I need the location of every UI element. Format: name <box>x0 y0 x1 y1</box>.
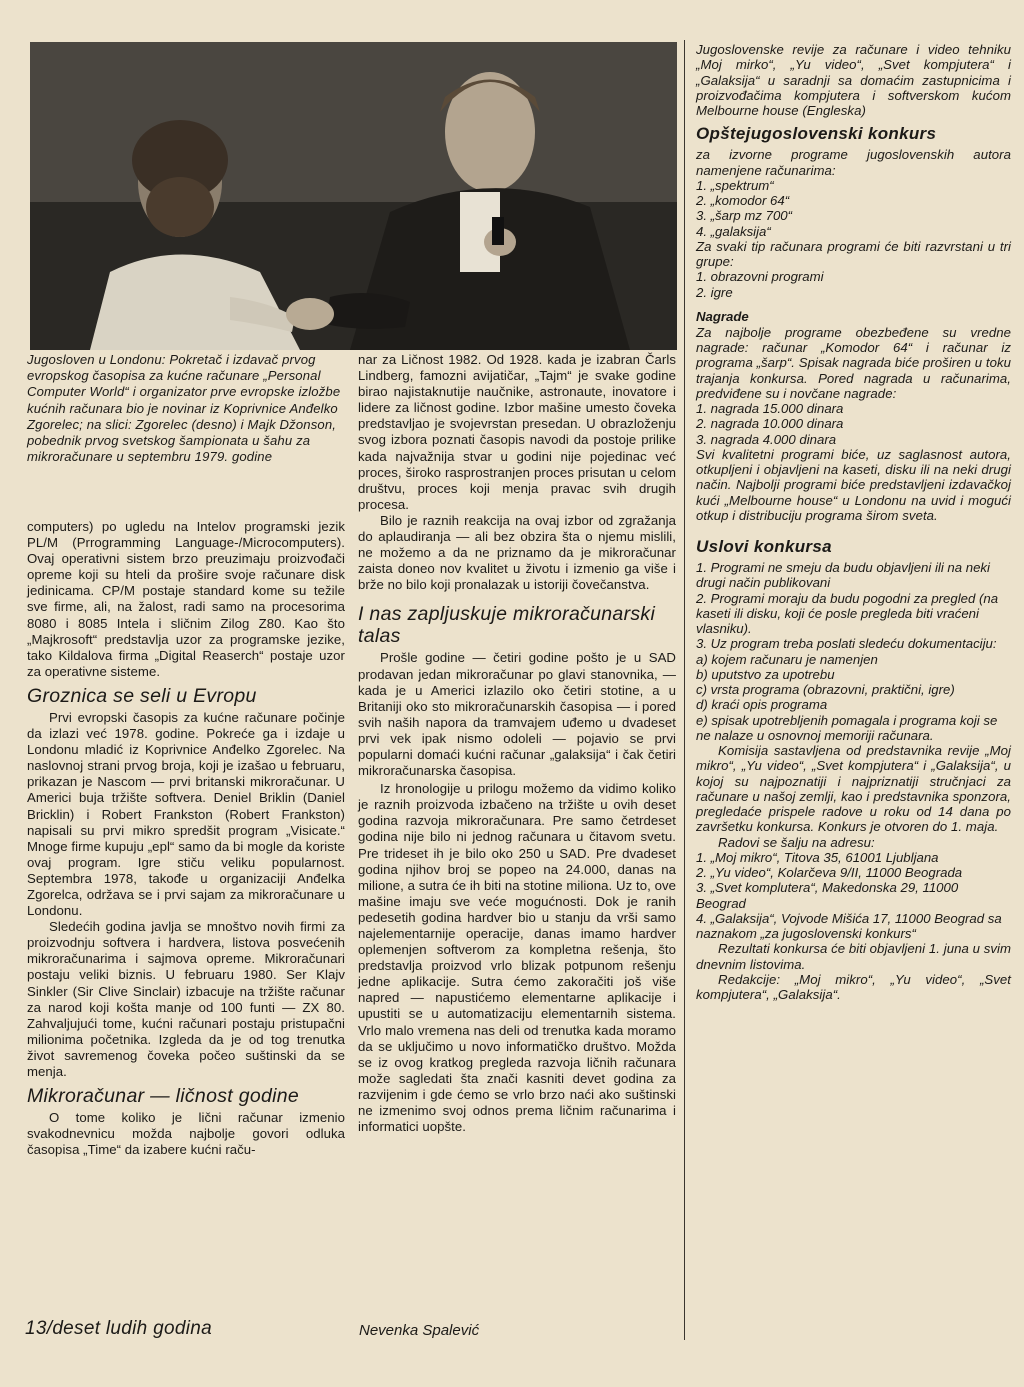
machine-list <box>696 178 1011 239</box>
column-2 <box>358 352 676 1135</box>
paragraph: nar za Ličnost 1982. Od 1928. kada je izabran Čarls Lindberg, famozni avijatičar, „Tajm“ je svake godine birao najistaknutije naučnike, astronaute, inovatore i lidere za ličnost godine. Izbor mašine umesto čoveka predstavljao je svojevrstan presedan. U obrazloženju svog izbora poznati časopis navodi da postoje prilike kada najvažnija stvar u godini nije pojedinac već proces, široko rasprostranjen proces prisutan u celom društvu, proces koji menja pravac svih drugih procesa. <box>358 352 676 512</box>
contest-box <box>696 42 1011 1002</box>
paragraph: O tome koliko je lični računar izmenio svakodnevnicu možda najbolje govori odluka časopisa „Time“ da izabere kućni raču- <box>27 1110 345 1158</box>
list-item: 3. nagrada 4.000 dinara <box>696 431 837 447</box>
paragraph: za izvorne programe jugoslovenskih autora namenjene računarima: <box>696 147 1011 178</box>
list-item: 4. „galaksija“ <box>696 223 771 239</box>
photo-caption: Jugosloven u Londonu: Pokretač i izdavač prvog evropskog časopisa za kućne računare „Personal Computer World“ i organizator prve evropske izložbe kućnih računara bio je novinar iz Koprivnice Anđelko Zgorelec; na slici: Zgorelec (desno) i Majk Džonson, pobednik prvog svetskog šampionata u šahu za mikroračunare u septembru 1979. godine <box>27 352 341 465</box>
list-item: b) uputstvo za upotrebu <box>696 666 835 682</box>
section-heading: Groznica se seli u Evropu <box>27 684 257 707</box>
list-item: 3. „Svet komplutera“, Makedonska 29, 11000 Beograd <box>696 880 959 911</box>
list-item: 1. „Moj mikro“, Titova 35, 61001 Ljubljana <box>696 849 939 865</box>
group-list <box>696 269 1011 300</box>
paragraph: Iz hronologije u prilogu možemo da vidimo koliko je raznih proizvoda izbačeno na tržište u ovih deset godina razvoja mikroračunara. Pre samo četrdeset godina nije bilo ni jednog računara u čitavom svetu. Pre trideset ih je bilo oko 250 u SAD. Pre dvadeset godina njihov broj se popeo na 24.000, danas na milione, a sutra će ih biti na stotine miliona. Uz to, ove mašine imaju sve veće mogućnosti. Dok je ranih pedesetih godina hardver bio u stanju da vrši samo najelementarnije operacije, danas imamo hardver oplemenjen softverom za kompletna rešenja, što predstavlja proizvod vrlo blizak potpunom rešenju jedne aplikacije. Sutra ćemo zakoračiti još više napred — napustićemo elementarne aplikacije i upustiti se u automatizaciju elementarnih sistema. Vrlo malo vremena nas deli od trenutka kada moramo da se uključimo u novo informatičko društvo. Možda se iz ovog kratkog pregleda razvoja ličnih računara može sagledati šta znači kasniti devet godina za razvijenim i gde ćemo se vrlo brzo naći ako suštinski ne izmenimo svoj odnos prema ličnim računarima i informatici uopšte. <box>358 781 676 1135</box>
list-item: 2. „komodor 64“ <box>696 193 790 208</box>
list-item: 4. „Galaksija“, Vojvode Mišića 17, 11000 Beograd sa naznakom „za jugoslovenski konkurs“ <box>696 910 1002 941</box>
column-divider <box>684 40 685 1340</box>
page-footer-title: 13/deset ludih godina <box>25 1318 212 1339</box>
list-item: 2. igre <box>696 284 733 300</box>
list-item: 3. Uz program treba poslati sledeću dokumentaciju: <box>696 636 997 652</box>
author-name: Nevenka Spalević <box>359 1322 480 1339</box>
list-item: 2. Programi moraju da budu pogodni za pregled (na kaseti ili disku, koji će posle pregleda biti vraćeni vlasniku). <box>696 590 999 636</box>
list-item: 1. „spektrum“ <box>696 177 774 193</box>
list-item: 2. nagrada 10.000 dinara <box>696 416 844 432</box>
paragraph: Prošle godine — četiri godine pošto je u SAD prodavan jedan mikroračunar po glavi stanovnika, — kada je u Americi izlazilo oko četiri stotine, a u Britaniji oko sto mikroračunarskih časopisa — i pored svih naših napora da tramvajem uđemo u dvadeset prvi vek ipak nismo odoleli — pojavio se prvi popularni domaći kućni računar „galaksija“ i čak četiri mikroračunarska časopisa. <box>358 650 676 779</box>
paragraph: Sledećih godina javlja se mnoštvo novih firmi za proizvodnju softvera i hardvera, listova posvećenih mikroračunarima i sajmova opreme. Mikroračunari postaju veliki biznis. U februaru 1980. Ser Klajv Sinkler (Sir Clive Sinclair) izbacuje na tržište računar za narod koji košta manje od 100 funti — ZX 80. Zahvaljujući tome, kućni računari postaju pristupačni milionima početnika. Izgleda da je od tog trenutka život savremenog čoveka počeo suštinski da se menja. <box>27 919 345 1079</box>
column-1 <box>27 519 345 1158</box>
contest-title: Opštejugoslovenski konkurs <box>696 124 937 144</box>
paragraph: computers) po ugledu na Intelov programski jezik PL/M (Prrogramming Language-/Microcomputers). Ovaj operativni sistem brzo preuzimaju proizvođači opreme koji su hteli da prošire svoje računare disk jedinicama. CP/M postaje standard kome su težile sve firme, ali, na žalost, radi samo na procesorima 8080 i 8085 Intela i sličnim Zilog Z80. Kao što „Majkrosoft“ predstavlja uzor za programske jezike, tako Kildalova firma „Digital Reaserch“ postaje uzor za operativne sisteme. <box>27 519 345 679</box>
photo-handshake <box>30 42 677 350</box>
section-heading: Mikroračunar — ličnost godine <box>27 1085 300 1108</box>
paragraph: Za svaki tip računara programi će biti razvrstani u tri grupe: <box>696 238 1011 269</box>
list-item: 2. „Yu video“, Kolarčeva 9/II, 11000 Beograda <box>696 865 963 880</box>
section-heading: Uslovi konkursa <box>696 537 832 556</box>
prize-list <box>696 401 1011 447</box>
contest-intro: Jugoslovenske revije za računare i video tehniku „Moj mirko“, „Yu video“, „Svet kompjutera“ i „Galaksija“ u saradnji sa domaćim zastupnicima i proizvođačima kompjutera i softverskom kućom Melbourne house (Engleska) <box>696 42 1011 118</box>
paragraph: Za najbolje programe obezbeđene su vredne nagrade: računar „Komodor 64“ i računar iz programa „šarp“. Spisak nagrada biće proširen u toku trajanja konkursa. Pored nagrada u računarima, predviđene su i novčane nagrade: <box>696 324 1011 401</box>
list-item: 1. nagrada 15.000 dinara <box>696 401 844 416</box>
photo-illustration <box>30 42 677 350</box>
list-item: 1. obrazovni programi <box>696 269 824 285</box>
list-item: 3. „šarp mz 700“ <box>696 208 793 224</box>
paragraph: Bilo je raznih reakcija na ovaj izbor od zgražanja do aplaudiranja — ali bez obzira šta o njemu mislili, ne možemo a da ne priznamo da je mikroračunar zaista doneo nov kvalitet u životu i izmenio ga više i brže no bilo koji pronalazak u istoriji čovečanstva. <box>358 512 676 593</box>
paragraph: Svi kvalitetni programi biće, uz saglasnost autora, otkupljeni i objavljeni na kaseti, disku ili na neki drugi način. Najbolji programi biće predstavljeni izdavačkoj kući „Melbourne house“ u Londonu na uvid i mogući otkup i distribuciju programa širom sveta. <box>696 446 1011 523</box>
subheading-prizes: Nagrade <box>696 308 749 324</box>
address-list <box>696 850 1011 942</box>
conditions-list <box>696 560 1011 743</box>
paragraph: Redakcije: „Moj mikro“, „Yu video“, „Svet kompjutera“, „Galaksija“. <box>696 971 1011 1002</box>
list-item: 1. Programi ne smeju da budu objavljeni ili na neki drugi način publikovani <box>696 560 990 591</box>
list-item: c) vrsta programa (obrazovni, praktični, igre) <box>696 682 955 697</box>
paragraph: Prvi evropski časopis za kućne računare počinje da izlazi već 1978. godine. Pokreće ga i izdaje u Londonu mladić iz Koprivnice Anđelko Zgorelec. Na naslovnoj strani prvog broja, koji je izašao u februaru, prikazan je Nascom — prvi britanski mikroračunar. U Americi buja tržište softvera. Deniel Briklin (Daniel Bricklin) i Robert Frankston (Robert Frankston) napisali su prvi mikro spredšit program „Visicate.“ Mnoge firme kupuju „epl“ samo da bi mogle da koriste ovaj program. Igre stiču veliku popularnost. Septembra 1978, takođe u organizaciji Anđelka Zgorelca, održava se i prvi sajam za mikroračunare u Londonu. <box>27 709 345 919</box>
list-item: e) spisak upotrebljenih pomagala i programa koji se ne nalaze u osnovnoj memoriji računara. <box>696 712 998 743</box>
section-heading: I nas zapljuskuje mikroračunarski talas <box>358 603 656 648</box>
list-item: a) kojem računaru je namenjen <box>696 651 878 667</box>
paragraph: Radovi se šalju na adresu: <box>718 834 875 850</box>
list-item: d) kraći opis programa <box>696 697 828 713</box>
paragraph: Komisija sastavljena od predstavnika revije „Moj mikro“, „Yu video“, „Svet kompjutera“ i „Galaksija“, u kojoj su najpoznatiji i najpriznatiji stručnjaci za računare u našoj zemlji, kao i predstavnika sponzora, pregledaće prispele radove u roku od 14 dana po završetku konkursa. Konkurs je otvoren do 1. maja. <box>696 743 1011 835</box>
paragraph: Rezultati konkursa će biti objavljeni 1. juna u svim dnevnim listovima. <box>696 941 1011 972</box>
